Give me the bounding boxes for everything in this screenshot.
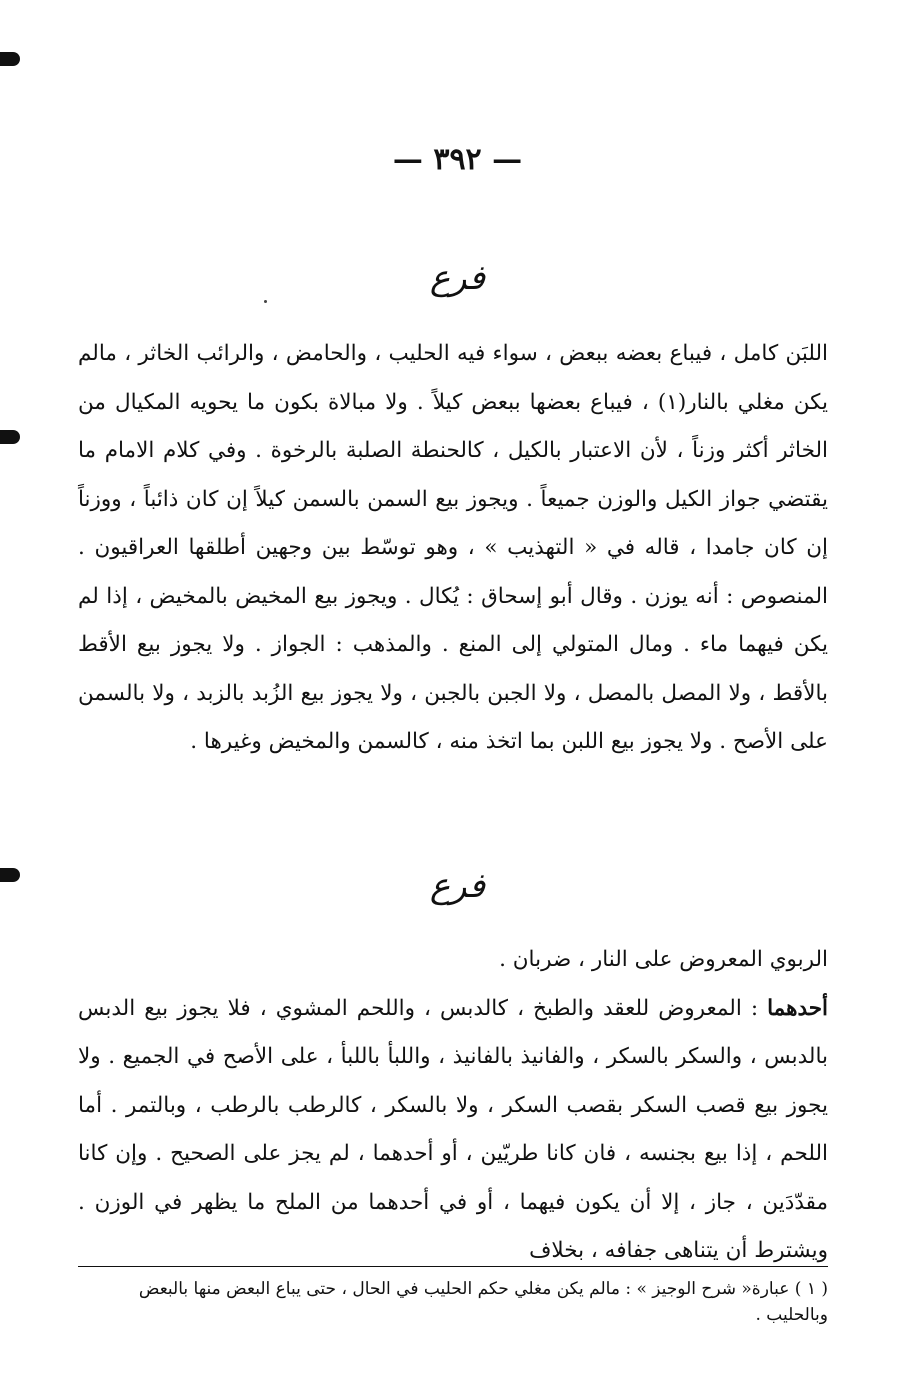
section-body-text: اللبَن كامل ، فيباع بعضه ببعض ، سواء فيه الحليب ، والحامض ، والرائب الخاثر ، مالم يكن مغلي بالنار(١) ، فيباع بعضها ببعض كيلاً . ولا مبالاة بكون ما يحويه المكيال من الخاثر أكثر وزناً ، لأن الاعتبار بالكيل ، كالحنطة الصلبة بالرخوة . وفي كلام الامام ما يقتضي جواز الكيل والوزن جميعاً . ويجوز بيع السمن بالسمن كيلاً إن كان ذائباً ، ووزناً إن كان جامدا ، قاله في « التهذيب » ، وهو توسّط بين وجهين أطلقها العراقيون . المنصوص : أنه يوزن . وقال أبو إسحاق : يُكال . ويجوز بيع المخيض بالمخيض ، إذا لم يكن فيهما ماء . ومال المتولي إلى المنع . والمذهب : الجواز . ولا يجوز بيع الأقط بالأقط ، ولا المصل بالمصل ، ولا الجبن بالجبن ، ولا يجوز بيع الزُبد بالزبد ، ولا بالسمن على الأصح . ولا يجوز بيع اللبن بما اتخذ منه ، كالسمن والمخيض وغيرها .	[78, 341, 829, 754]
speck	[264, 300, 267, 303]
margin-mark	[0, 52, 20, 66]
lead-word: أحدهما	[767, 995, 828, 1021]
section-body-text	[78, 936, 828, 1276]
footnote-separator	[78, 1266, 828, 1267]
margin-mark	[0, 430, 20, 444]
footnote: ( ١ ) عبارة« شرح الوجيز » : مالم يكن مغلي حكم الحليب في الحال ، حتى يباع البعض منها بالبعض وبالحليب .	[138, 1279, 828, 1325]
page-number: — ٣٩٢ —	[392, 142, 523, 177]
section-intro: الربوي المعروض على النار ، ضربان .	[499, 947, 828, 972]
section-heading: فرع	[429, 866, 486, 906]
section-paragraph: : المعروض للعقد والطبخ ، كالدبس ، واللحم المشوي ، فلا يجوز بيع الدبس بالدبس ، والسكر بالسكر ، والفانيذ بالفانيذ ، واللبأ باللبأ ، على الأصح في الجميع . ولا يجوز بيع قصب السكر بقصب السكر ، ولا بالسكر ، كالرطب بالرطب ، وبالتمر . أما اللحم ، إذا بيع بجنسه ، فان كانا طريّين ، أو أحدهما ، لم يجز على الصحيح . وإن كانا مقدّدَين ، جاز ، إلا أن يكون فيهما ، أو في أحدهما من الملح ما يظهر في الوزن . ويشترط أن يتناهى جفافه ، بخلاف	[78, 995, 828, 1263]
section-heading: فرع	[429, 258, 486, 298]
